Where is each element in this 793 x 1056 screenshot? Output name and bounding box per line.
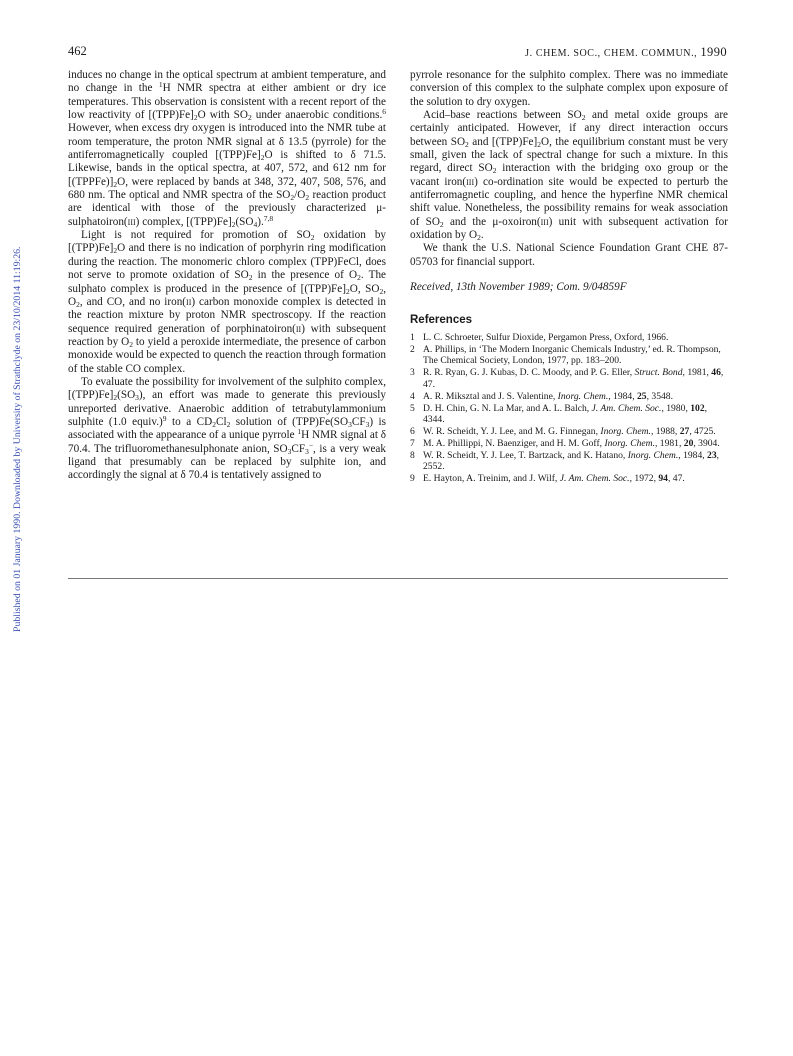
journal-year: 1990	[700, 45, 727, 59]
reference-item: 8 W. R. Scheidt, Y. J. Lee, T. Bartzack, and K. Hatano, Inorg. Chem., 1984, 23, 2552.	[410, 450, 720, 473]
reference-item: 1 L. C. Schroeter, Sulfur Dioxide, Pergamon Press, Oxford, 1966.	[410, 331, 669, 343]
paragraph: To evaluate the possibility for involvement of the sulphito complex, $[(TPP)Fe]_2(SO_3)$, an effort was made to generate this previously unreported derivative. Anaerobic addition of tetrabutylammonium sulphite (1.0 equiv.)$^9$ to a $CD_2Cl_2$ solution of $(TPP)Fe(SO_3CF_3)$ is associated with the appearance of a unique pyrrole $^1$H NMR signal at δ 70.4. The trifluoromethanesulphonate anion, $SO_3CF_3^-$, is a very weak ligand that presumably can be replaced by sulphite ion, and accordingly the signal at δ 70.4 is tentatively assigned to	[68, 375, 387, 482]
reference-list	[410, 332, 728, 485]
reference-item: 2 A. Phillips, in ‘The Modern Inorganic Chemicals Industry,’ ed. R. Thompson, The Chemical Society, London, 1977, pp. 183–200.	[410, 343, 721, 367]
received-line: Received, 13th November 1989; Com. 9/04859F	[410, 281, 627, 294]
reference-item: 7 M. A. Phillippi, N. Baenziger, and H. M. Goff, Inorg. Chem., 1981, 20, 3904.	[410, 438, 720, 450]
download-sidebar[interactable]	[12, 246, 23, 642]
right-column	[410, 69, 728, 485]
reference-item: 3 R. R. Ryan, G. J. Kubas, D. C. Moody, and P. G. Eller, Struct. Bond, 1981, 46, 47.	[410, 367, 724, 390]
left-column	[68, 69, 386, 483]
paragraph: pyrrole resonance for the sulphito complex. There was no immediate conversion of this complex to the sulphate complex upon exposure of the solution to dry oxygen.	[410, 69, 728, 108]
page-number: 462	[68, 44, 87, 58]
acknowledgement: We thank the U.S. National Science Foundation Grant CHE 87-05703 for financial support.	[410, 242, 728, 268]
reference-item: 9 E. Hayton, A. Treinim, and J. Wilf, J. Am. Chem. Soc., 1972, 94, 47.	[410, 473, 685, 485]
reference-item: 5 D. H. Chin, G. N. La Mar, and A. L. Balch, J. Am. Chem. Soc., 1980, 102, 4344.	[410, 402, 708, 426]
download-notice[interactable]: Published on 01 January 1990. Downloaded by University of Strathclyde on 23/10/2014 11:19:26.	[12, 246, 23, 632]
paragraph: Light is not required for promotion of $SO_2$ oxidation by $[(TPP)Fe]_2O$ and there is no indication of porphyrin ring modification during the reaction. The monomeric chloro complex (TPP)FeCl, does not serve to promote oxidation of $SO_2$ in the presence of $O_2$. The sulphato complex is produced in the presence of $[(TPP)Fe]_2O$, $SO_2$, $O_2$, and CO, and no iron(ii) carbon monoxide complex is detected in the reaction mixture by proton NMR spectroscopy. If the reaction sequence required generation of porphinatoiron(ii) with subsequent reaction by $O_2$ to yield a peroxide intermediate, the presence of carbon monoxide would be expected to quench the reaction through formation of the stable CO complex.	[68, 229, 387, 375]
reference-item: 4 A. R. Miksztal and J. S. Valentine, Inorg. Chem., 1984, 25, 3548.	[410, 390, 673, 402]
paragraph: induces no change in the optical spectrum at ambient temperature, and no change in the $^1$H NMR spectra at either ambient or dry ice temperatures. This observation is consistent with a recent report of the low reactivity of $[(TPP)Fe]_2O$ with $SO_2$ under anaerobic conditions.$^6$ However, when excess dry oxygen is introduced into the NMR tube at room temperature, the proton NMR signal at δ 13.5 (pyrrole) for the antiferromagnetically coupled $[(TPP)Fe]_2O$ is shifted to δ 71.5. Likewise, bands in the optical spectra, at 407, 572, and 612 nm for $[(TPPFe)]_2O$, were replaced by bands at 348, 372, 407, 508, 576, and 680 nm. The optical and NMR spectra of the $SO_2/O_2$ reaction product are identical with those of the previously characterized μ-sulphatoiron(iii) complex, $[(TPP)Fe]_2(SO_4).^{7,8}$	[68, 69, 387, 229]
running-header	[525, 45, 727, 60]
journal-name: J. CHEM. SOC., CHEM. COMMUN.,	[525, 48, 701, 59]
reference-item: 6 W. R. Scheidt, Y. J. Lee, and M. G. Finnegan, Inorg. Chem., 1988, 27, 4725.	[410, 426, 716, 438]
paragraph: Acid–base reactions between $SO_2$ and metal oxide groups are certainly anticipated. However, if any direct interaction occurs between $SO_2$ and $[(TPP)Fe]_2O$, the equilibrium constant must be very small, given the lack of spectral change for such a mixture. In this regard, direct $SO_2$ interaction with the bridging oxo group or the vacant iron(iii) co-ordination site would be expected to perturb the antiferromagnetic coupling, and hence the hyperfine NMR chemical shift value. Nonetheless, the possibility remains for weak association of $SO_2$ and the μ-oxoiron(iii) unit with subsequent activation for oxidation by $O_2$.	[410, 109, 729, 243]
references-heading: References	[410, 313, 473, 326]
bottom-rule	[68, 578, 728, 579]
